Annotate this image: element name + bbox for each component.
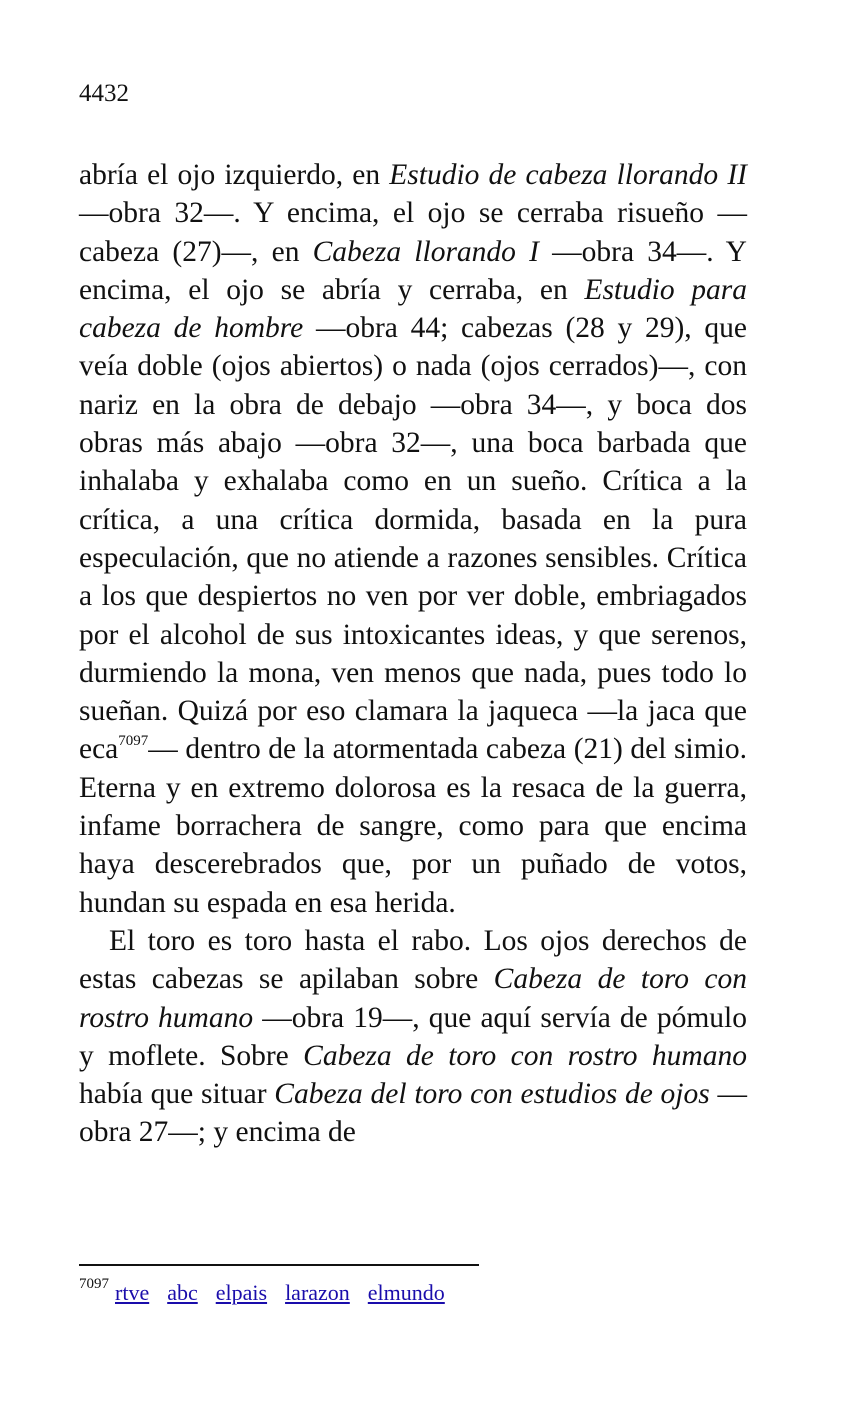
page-number: 4432 xyxy=(79,80,129,107)
text-run: abría el ojo izquierdo, en xyxy=(79,159,390,191)
text-run: —obra 27—; y encima de xyxy=(79,1078,747,1149)
artwork-title: Cabeza del toro con estudios de ojos xyxy=(274,1078,710,1111)
text-run: El toro es toro hasta el rabo. Los ojos derechos de estas cabezas se apilaban sobre xyxy=(79,924,747,996)
text-run: había que situar xyxy=(79,1078,275,1111)
text-run: —obra 34—. Y encima, el ojo se abría y cerraba, en xyxy=(79,235,747,306)
artwork-title: Cabeza llorando I xyxy=(312,235,539,268)
footnote-reference: 7097 xyxy=(118,732,149,749)
paragraph xyxy=(79,922,747,1152)
artwork-title: Estudio para cabeza de hombre xyxy=(79,273,747,345)
footnote-link-elmundo[interactable]: elmundo xyxy=(367,1280,445,1305)
paragraph xyxy=(79,156,747,922)
footnote-divider xyxy=(79,1264,479,1266)
artwork-title: Cabeza de toro con rostro humano xyxy=(303,1039,747,1072)
footnote-link-elpais[interactable]: elpais xyxy=(215,1280,268,1305)
text-run: —obra 32—. Y encima, el ojo se cerraba risueño —cabeza (27)—, en xyxy=(79,197,747,268)
body-text xyxy=(79,156,747,1152)
artwork-title: Cabeza de toro con rostro humano xyxy=(79,963,747,1034)
footnote-link-larazon[interactable]: larazon xyxy=(285,1280,350,1305)
text-run: —obra 44; cabezas (28 y 29), que veía doble (ojos abiertos) o nada (ojos cerrados)—, con nariz en la obra de debajo —obra 34—, y boca dos obras más abajo —obra 32—, una boca barbada que inhalaba y exhalaba como en un sueño. Crítica a la crítica, a una crítica dormida, basada en la pura especulación, que no atiende a razones sensibles. Crítica a los que despiertos no ven por ver doble, embriagados por el alcohol de sus intoxicantes ideas, y que serenos, durmiendo la mona, ven menos que nada, pues todo lo sueñan. Quizá por eso clamara la jaqueca —la jaca que eca xyxy=(79,312,747,766)
footnote-link-abc[interactable]: abc xyxy=(167,1280,198,1305)
footnote xyxy=(79,1275,457,1306)
footnote-number: 7097 xyxy=(79,1275,109,1292)
artwork-title: Estudio de cabeza llorando II xyxy=(389,159,747,191)
text-run: —obra 19—, que aquí servía de pómulo y moflete. Sobre xyxy=(79,1001,747,1072)
footnote-link-rtve[interactable]: rtve xyxy=(115,1280,150,1305)
text-run: — dentro de la atormentada cabeza (21) del simio. Eterna y en extremo dolorosa es la resaca de la guerra, infame borrachera de sangre, como para que encima haya descerebrados que, por un puñado de votos, hundan su espada en esa herida. xyxy=(79,733,747,919)
